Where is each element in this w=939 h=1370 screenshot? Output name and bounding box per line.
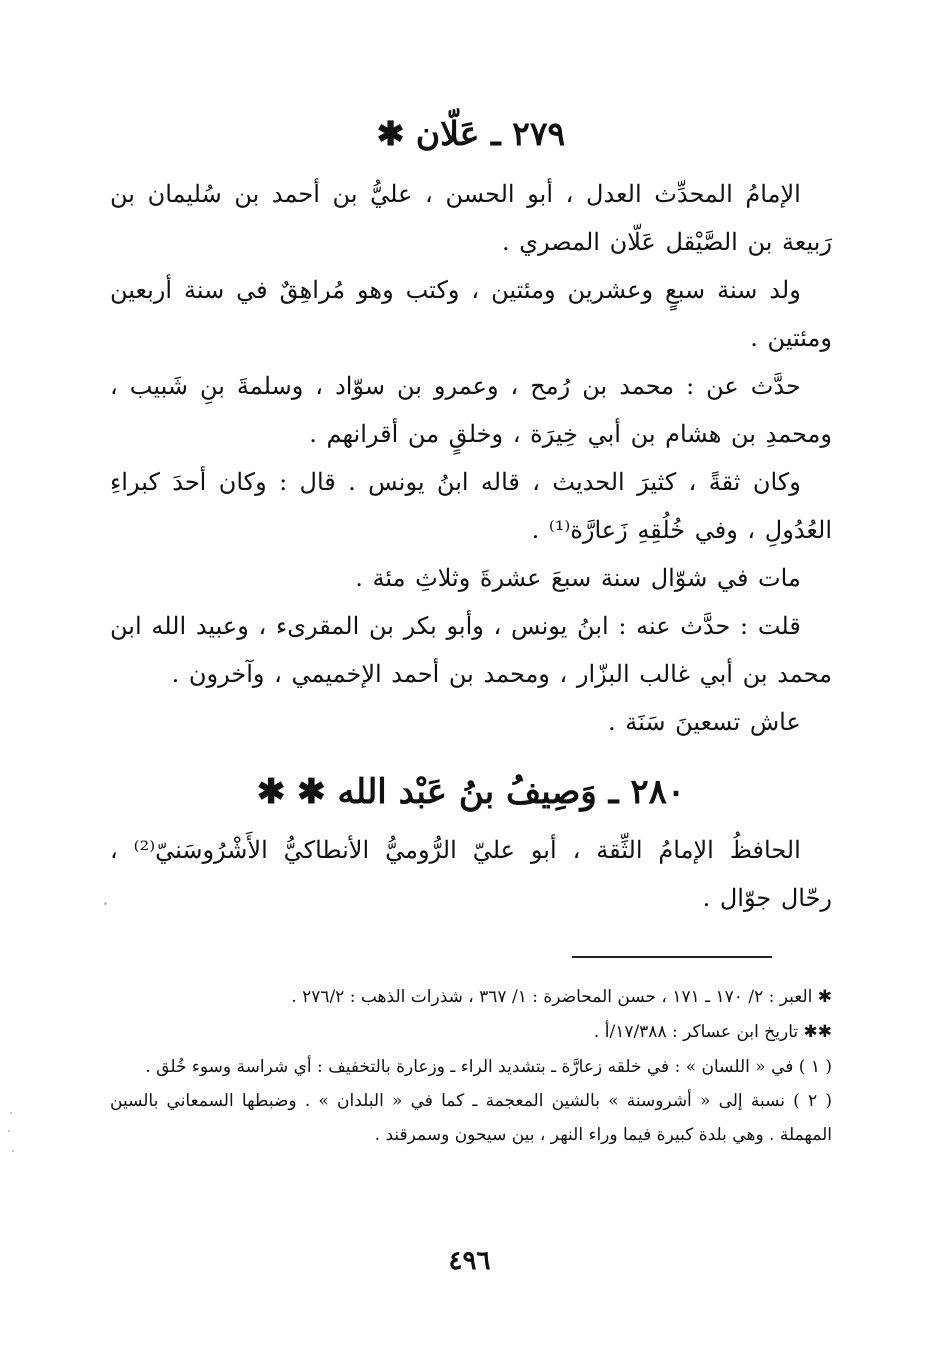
paragraph-wasif: الحافظُ الإمامُ الثِّقة ، أبو عليّ الرُّوميُّ الأنطاكيُّ الأَشْرُوسَنيّ⁽²⁾ ، رحّال جوّال . <box>110 836 832 912</box>
main-text <box>110 108 832 922</box>
scan-speck <box>10 1112 12 1114</box>
footnote-divider <box>572 956 772 958</box>
footnote-2: ( ٢ ) نسبة إلى « أشروسنة » بالشين المعجمة ـ كما في « البلدان » . وضبطها السمعاني بالسين المهملة . وهي بلدة كبيرة فيما وراء النهر ، بين سيحون وسمرقند . <box>110 1091 832 1145</box>
page-number: ٤٩٦ <box>448 1246 491 1276</box>
paragraph-name: الإمامُ المحدِّث العدل ، أبو الحسن ، عليُّ بن أحمد بن سُليمان بن رَبيعة بن الصَّيْقل عَلّان المصري . <box>110 180 832 256</box>
footnote-sources-280: ✱✱ تاريخ ابن عساكر : ١٧/٣٨٨/أ . <box>593 1022 832 1042</box>
entry-heading-279: ٢٧٩ ـ عَلّان ✱ <box>376 114 566 153</box>
scan-speck <box>8 1130 10 1132</box>
footnote-sources-279: ✱ العبر : ٢/ ١٧٠ ـ ١٧١ ، حسن المحاضرة : ١/ ٣٦٧ ، شذرات الذهب : ٢٧٦/٢ . <box>291 987 832 1007</box>
paragraph-students: قلت : حدَّث عنه : ابنُ يونس ، وأبو بكر بن المقرىء ، وعبيد الله ابن محمد بن أبي غالب البزّار ، ومحمد بن أحمد الإخميمي ، وآخرون . <box>110 612 832 688</box>
scan-speck <box>104 902 107 905</box>
paragraph-teachers: حدَّث عن : محمد بن رُمح ، وعمرو بن سوّاد ، وسلمةَ بنِ شَبيب ، ومحمدِ بن هشام بن أبي خِيرَة ، وخلقٍ من أقرانهم . <box>110 372 832 448</box>
paragraph-reliability: وكان ثقةً ، كثيرَ الحديث ، قاله ابنُ يونس . قال : وكان أحدَ كبراءِ العُدُولِ ، وفي خُلُقِهِ زَعارَّة⁽¹⁾ . <box>110 468 832 544</box>
entry-heading-280: ٢٨٠ ـ وَصِيفُ بنُ عَبْد الله ✱ ✱ <box>256 772 686 812</box>
paragraph-death: مات في شوّال سنة سبعَ عشرةَ وثلاثِ مئة . <box>355 564 801 592</box>
scan-speck <box>12 1150 14 1152</box>
paragraph-birth: ولد سنة سبعٍ وعشرين ومئتين ، وكتب وهو مُراهِقٌ في سنة أربعين ومئتين . <box>110 276 832 352</box>
paragraph-age: عاش تسعينَ سَنَة . <box>607 708 801 736</box>
footnote-1: ( ١ ) في « اللسان » : في خلقه زعارَّة ـ بتشديد الراء ـ وزعارة بالتخفيف : أي شراسة وسوء خُلق . <box>145 1057 832 1077</box>
footnotes <box>110 980 832 1152</box>
